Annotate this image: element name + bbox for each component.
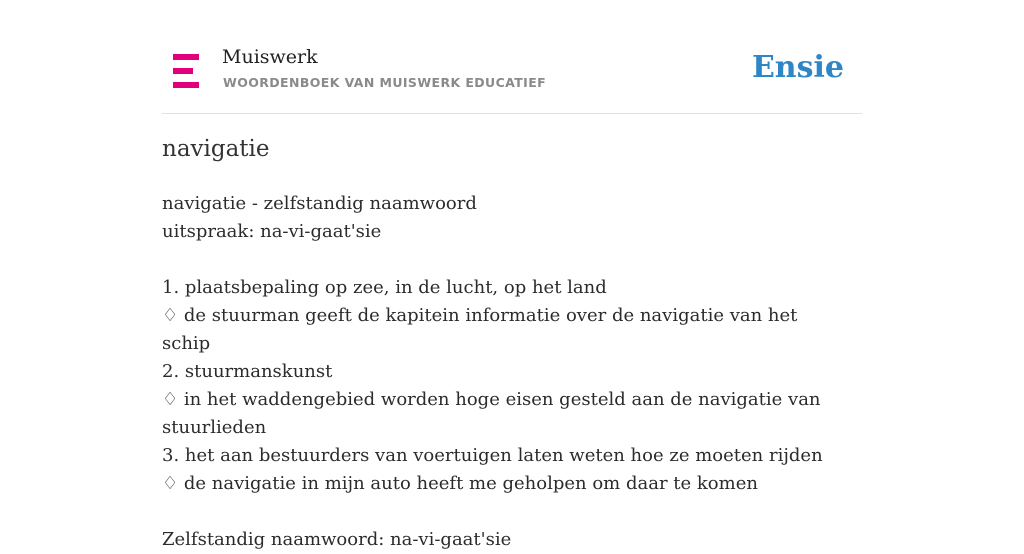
entry-content xyxy=(162,190,842,554)
definition-3: 3. het aan bestuurders van voertuigen laten weten hoe ze moeten rijden xyxy=(162,445,823,466)
e-logo-icon[interactable] xyxy=(173,54,201,88)
word-type-line: navigatie - zelfstandig naamwoord xyxy=(162,193,477,214)
brand-subtitle: WOORDENBOEK VAN MUISWERK EDUCATIEF xyxy=(223,75,547,90)
brand-name[interactable]: Muiswerk xyxy=(222,46,318,68)
blank-line xyxy=(162,246,842,274)
example-3: ♢ de navigatie in mijn auto heeft me geholpen om daar te komen xyxy=(162,473,758,494)
definition-1: 1. plaatsbepaling op zee, in de lucht, op het land xyxy=(162,277,607,298)
blank-line xyxy=(162,498,842,526)
example-2: ♢ in het waddengebied worden hoge eisen gesteld aan de navigatie van stuurlieden xyxy=(162,389,821,438)
definition-2: 2. stuurmanskunst xyxy=(162,361,333,382)
ensie-logo-link[interactable]: Ensie xyxy=(751,50,844,85)
page-title: navigatie xyxy=(162,136,270,162)
footer-line: Zelfstandig naamwoord: na-vi-gaat'sie xyxy=(162,529,512,550)
pronunciation-line: uitspraak: na-vi-gaat'sie xyxy=(162,221,382,242)
example-1: ♢ de stuurman geeft de kapitein informatie over de navigatie van het schip xyxy=(162,305,798,354)
site-header xyxy=(162,40,862,114)
